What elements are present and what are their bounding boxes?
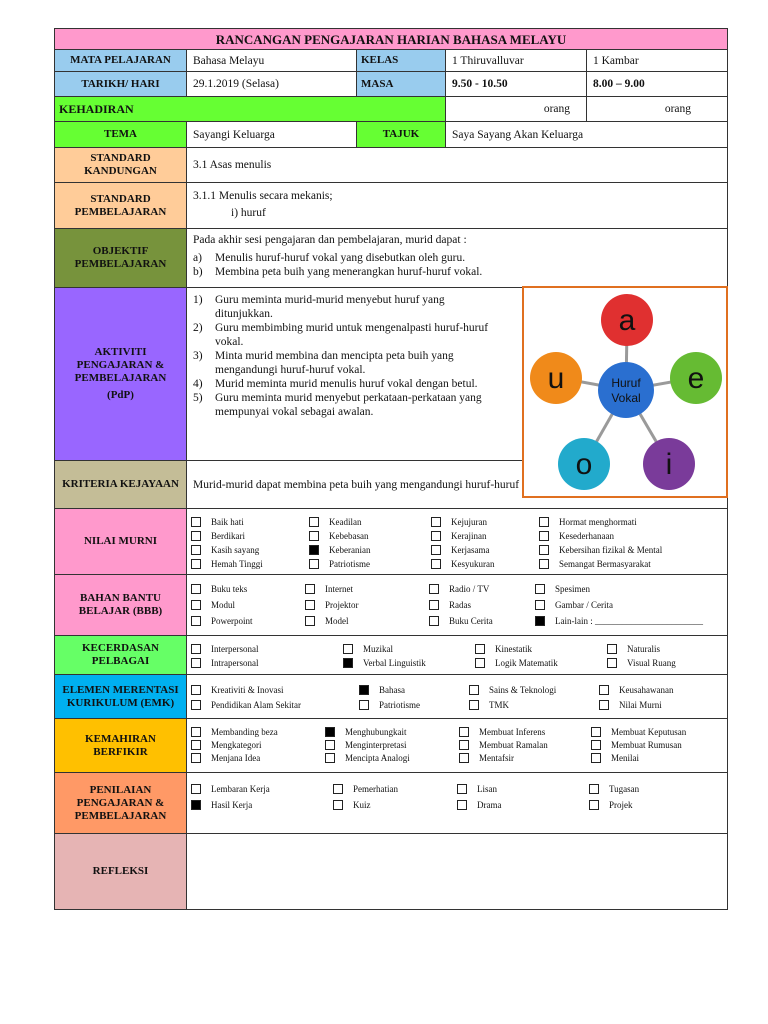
attendance-label: KEHADIRAN [54,96,446,122]
objektif-intro: Pada akhir sesi pengajaran dan pembelajaran, murid dapat : [193,234,467,246]
checkbox[interactable] [191,658,201,668]
bubble-letter-u: u [547,362,565,395]
nilai-option[interactable] [539,515,723,529]
checkbox[interactable] [309,531,319,541]
kecerdasan-label: KECERDASAN PELBAGAI [54,635,187,675]
option-label: Semangat Bermasyarakat [559,559,651,569]
option-label: Internet [325,584,353,594]
checkbox[interactable] [431,545,441,555]
time-label: MASA [356,71,446,97]
option-label: Keusahawanan [619,684,674,695]
option-label: Lembaran Kerja [211,784,270,794]
checkbox[interactable] [459,753,469,763]
aktiviti-item: 2) Guru membimbing murid untuk mengenalpasti huruf-huruf vokal. [193,322,489,348]
checkbox[interactable] [333,800,343,810]
bbb-option[interactable] [191,581,305,597]
checkbox[interactable] [191,644,201,654]
option-label: Visual Ruang [627,658,676,668]
kemahiran-option[interactable] [591,751,723,764]
nilai-option[interactable] [539,543,723,557]
option-label: Kejujuran [451,517,487,527]
refleksi-label: REFLEKSI [54,833,187,910]
option-label: Mencipta Analogi [345,752,410,763]
kemahiran-option[interactable] [591,738,723,751]
checkbox[interactable] [535,616,545,626]
checkbox[interactable] [539,559,549,569]
standard-pembelajaran-label: STANDARD PEMBELAJARAN [54,182,187,229]
option-label: Pemerhatian [353,784,398,794]
option-label: Mentafsir [479,752,514,763]
class-value-2: 1 Kambar [586,49,728,72]
checkbox[interactable] [607,658,617,668]
kemahiran-option[interactable] [325,751,459,764]
checkbox[interactable] [191,545,201,555]
checkbox[interactable] [191,616,201,626]
kecerdasan-option[interactable] [475,656,607,670]
option-label: Interpersonal [211,644,259,654]
date-value: 29.1.2019 (Selasa) [186,71,357,97]
bubble-letter-o: o [575,448,593,481]
checkbox[interactable] [469,685,479,695]
option-label: Radas [449,600,471,610]
option-label: Powerpoint [211,616,253,626]
objektif-label: OBJEKTIF PEMBELAJARAN [54,228,187,288]
bbb-label: BAHAN BANTU BELAJAR (BBB) [54,574,187,636]
penilaian-options [186,772,728,834]
kecerdasan-option[interactable] [607,656,723,670]
emk-options [186,674,728,719]
class-value-1: 1 Thiruvalluvar [445,49,587,72]
option-label: Hasil Kerja [211,800,253,810]
checkbox[interactable] [191,584,201,594]
option-label: Menginterpretasi [345,739,407,750]
refleksi-field[interactable] [186,833,728,910]
option-label: Model [325,616,349,626]
nilai-option[interactable] [431,529,539,543]
checkbox[interactable] [191,800,201,810]
bubble-map-svg [524,288,726,496]
option-label: Menilai [611,752,639,763]
option-label: Naturalis [627,644,660,654]
nilai-option[interactable] [431,543,539,557]
nilai-option[interactable] [191,557,309,571]
checkbox[interactable] [475,658,485,668]
checkbox[interactable] [191,600,201,610]
option-label: Intrapersonal [211,658,259,668]
checkbox[interactable] [539,517,549,527]
nilai-option[interactable] [539,557,723,571]
penilaian-option[interactable] [333,797,457,813]
subject-value: Bahasa Melayu [186,49,357,72]
penilaian-option[interactable] [589,797,723,813]
emk-option[interactable] [191,697,359,712]
checkbox[interactable] [309,559,319,569]
checkbox[interactable] [359,700,369,710]
option-label: Hemah Tinggi [211,559,263,569]
penilaian-option[interactable] [457,781,589,797]
option-label: Kerjasama [451,545,490,555]
aktiviti-item: 4) Murid meminta murid menulis huruf vokal dengan betul. [193,378,478,390]
checkbox[interactable] [599,700,609,710]
bbb-option[interactable] [191,613,305,629]
option-label: Projektor [325,600,359,610]
bbb-option[interactable] [535,613,723,629]
option-label: Menghubungkait [345,726,407,737]
checkbox[interactable] [191,740,201,750]
kemahiran-option[interactable] [325,738,459,751]
bubble-letter-a: a [618,304,636,337]
center-text-1: Huruf [611,376,641,390]
kriteria-label: KRITERIA KEJAYAAN [54,460,187,509]
option-label: Keberanian [329,545,371,555]
center-bubble [598,362,654,418]
time-value-2: 8.00 – 9.00 [586,71,728,97]
option-label: Buku Cerita [449,616,493,626]
aktiviti-label [54,287,187,461]
penilaian-option[interactable] [457,797,589,813]
option-label: Kinestatik [495,644,532,654]
option-label: Sains & Teknologi [489,684,557,695]
option-label: Patriotisme [329,559,370,569]
nilai-option[interactable] [309,515,431,529]
kecerdasan-option[interactable] [343,656,475,670]
checkbox[interactable] [429,584,439,594]
penilaian-option[interactable] [191,797,333,813]
nilai-option[interactable] [431,557,539,571]
checkbox[interactable] [599,685,609,695]
bubble-letter-e: e [687,362,705,395]
option-label: Berdikari [211,531,245,541]
option-label: Membuat Rumusan [611,739,682,750]
checkbox[interactable] [191,700,201,710]
aktiviti-label-pdp: (PdP) [107,389,134,401]
kemahiran-options [186,718,728,773]
kemahiran-option[interactable] [591,725,723,738]
kemahiran-option[interactable] [459,751,591,764]
option-label: Kasih sayang [211,545,260,555]
nilai-option[interactable] [309,543,431,557]
bbb-option[interactable] [535,581,723,597]
option-label: Kebersihan fizikal & Mental [559,545,663,555]
checkbox[interactable] [305,584,315,594]
checkbox[interactable] [305,616,315,626]
emk-option[interactable] [191,682,359,697]
option-label: TMK [489,699,509,710]
penilaian-label: PENILAIAN PENGAJARAN & PEMBELAJARAN [54,772,187,834]
option-label: Tugasan [609,784,640,794]
checkbox[interactable] [535,600,545,610]
checkbox[interactable] [191,753,201,763]
checkbox[interactable] [469,700,479,710]
bbb-option[interactable] [191,597,305,613]
checkbox[interactable] [191,685,201,695]
bbb-option[interactable] [535,597,723,613]
kecerdasan-option[interactable] [343,642,475,656]
standard-pembelajaran-value [186,182,728,229]
checkbox[interactable] [191,559,201,569]
sp-line-1: 3.1.1 Menulis secara mekanis; [193,190,333,202]
checkbox[interactable] [325,740,335,750]
vowel-bubble-map [522,286,728,498]
nilai-option[interactable] [191,543,309,557]
bbb-option[interactable] [429,581,535,597]
option-label: Kebebasan [329,531,369,541]
checkbox[interactable] [333,784,343,794]
checkbox[interactable] [589,784,599,794]
nilai-options [186,508,728,575]
sp-line-2: i) huruf [231,207,266,219]
checkbox[interactable] [535,584,545,594]
emk-option[interactable] [469,697,599,712]
checkbox[interactable] [431,559,441,569]
option-label: Membuat Ramalan [479,739,548,750]
option-label: Lain-lain : ________________________ [555,616,703,626]
option-label: Lisan [477,784,497,794]
aktiviti-label-text: AKTIVITI PENGAJARAN & PEMBELAJARAN [74,346,167,384]
checkbox[interactable] [539,545,549,555]
option-label: Nilai Murni [619,699,662,710]
nilai-label: NILAI MURNI [54,508,187,575]
nilai-option[interactable] [191,529,309,543]
checkbox[interactable] [539,531,549,541]
standard-kandungan-value: 3.1 Asas menulis [186,147,728,183]
emk-option[interactable] [469,682,599,697]
option-label: Modul [211,600,236,610]
checkbox[interactable] [457,784,467,794]
checkbox[interactable] [459,727,469,737]
checkbox[interactable] [591,727,601,737]
checkbox[interactable] [591,753,601,763]
kemahiran-option[interactable] [191,738,325,751]
checkbox[interactable] [459,740,469,750]
checkbox[interactable] [359,685,369,695]
date-label: TARIKH/ HARI [54,71,187,97]
nilai-option[interactable] [191,515,309,529]
option-label: Mengkategori [211,739,262,750]
option-label: Spesimen [555,584,590,594]
bbb-option[interactable] [429,597,535,613]
checkbox[interactable] [457,800,467,810]
kemahiran-option[interactable] [459,738,591,751]
checkbox[interactable] [343,658,353,668]
option-label: Verbal Linguistik [363,658,426,668]
kecerdasan-option[interactable] [191,642,343,656]
nilai-option[interactable] [539,529,723,543]
option-label: Menjana Idea [211,752,261,763]
option-label: Pendidikan Alam Sekitar [211,699,301,710]
option-label: Membuat Inferens [479,726,546,737]
option-label: Hormat menghormati [559,517,637,527]
kecerdasan-options [186,635,728,675]
bbb-options [186,574,728,636]
nilai-option[interactable] [309,557,431,571]
bbb-option[interactable] [305,581,429,597]
option-label: Muzikal [363,644,393,654]
option-label: Kreativiti & Inovasi [211,684,284,695]
penilaian-option[interactable] [333,781,457,797]
checkbox[interactable] [309,517,319,527]
kriteria-value: Murid-murid dapat membina peta buih yang mengandungi huruf-huruf [186,460,728,509]
checkbox[interactable] [191,531,201,541]
aktiviti-item: 3) Minta murid membina dan mencipta peta buih yang mengandungi huruf-huruf vokal. [193,350,454,376]
kecerdasan-option[interactable] [607,642,723,656]
option-label: Membuat Keputusan [611,726,687,737]
emk-option[interactable] [359,682,469,697]
emk-option[interactable] [599,697,723,712]
aktiviti-item: 1) Guru meminta murid-murid menyebut huruf yang ditunjukkan. [193,294,445,320]
emk-option[interactable] [599,682,723,697]
subject-label: MATA PELAJARAN [54,49,187,72]
option-label: Buku teks [211,584,248,594]
kemahiran-label: KEMAHIRAN BERFIKIR [54,718,187,773]
option-label: Kesederhanaan [559,531,614,541]
option-label: Logik Matematik [495,658,558,668]
kemahiran-option[interactable] [191,725,325,738]
option-label: Radio / TV [449,584,490,594]
center-text-2: Vokal [611,391,641,405]
kemahiran-option[interactable] [459,725,591,738]
emk-option[interactable] [359,697,469,712]
checkbox[interactable] [431,517,441,527]
kemahiran-option[interactable] [191,751,325,764]
checkbox[interactable] [191,517,201,527]
option-label: Patriotisme [379,699,420,710]
kecerdasan-option[interactable] [475,642,607,656]
topic-label: TAJUK [356,121,446,148]
option-label: Baik hati [211,517,244,527]
aktiviti-item: 5) Guru meminta murid menyebut perkataan-perkataan yang mempunyai vokal sebagai awalan. [193,392,482,418]
emk-label: ELEMEN MERENTASI KURIKULUM (EMK) [54,674,187,719]
option-label: Bahasa [379,684,405,695]
checkbox[interactable] [607,644,617,654]
checkbox[interactable] [429,616,439,626]
page-title: RANCANGAN PENGAJARAN HARIAN BAHASA MELAYU [54,28,728,50]
option-label: Projek [609,800,633,810]
checkbox[interactable] [429,600,439,610]
topic-value: Saya Sayang Akan Keluarga [445,121,728,148]
kemahiran-option[interactable] [325,725,459,738]
bubble-letter-i: i [665,448,673,481]
checkbox[interactable] [589,800,599,810]
time-value-1: 9.50 - 10.50 [445,71,587,97]
objektif-content [186,228,728,288]
bbb-option[interactable] [429,613,535,629]
attendance-value-1: orang [445,96,587,122]
option-label: Keadilan [329,517,362,527]
kecerdasan-option[interactable] [191,656,343,670]
bbb-option[interactable] [305,597,429,613]
checkbox[interactable] [475,644,485,654]
standard-kandungan-label: STANDARD KANDUNGAN [54,147,187,183]
nilai-option[interactable] [431,515,539,529]
penilaian-option[interactable] [191,781,333,797]
nilai-option[interactable] [309,529,431,543]
class-label: KELAS [356,49,446,72]
checkbox[interactable] [591,740,601,750]
theme-value: Sayangi Keluarga [186,121,357,148]
checkbox[interactable] [325,727,335,737]
attendance-value-2: orang [586,96,728,122]
option-label: Kesyukuran [451,559,495,569]
checkbox[interactable] [191,727,201,737]
checkbox[interactable] [309,545,319,555]
option-label: Kuiz [353,800,371,810]
checkbox[interactable] [343,644,353,654]
option-label: Membanding beza [211,726,278,737]
checkbox[interactable] [325,753,335,763]
objektif-item: a) Menulis huruf-huruf vokal yang disebutkan oleh guru. [193,252,466,264]
option-label: Gambar / Cerita [555,600,613,610]
checkbox[interactable] [305,600,315,610]
checkbox[interactable] [431,531,441,541]
option-label: Kerajinan [451,531,487,541]
option-label: Drama [477,800,502,810]
theme-label: TEMA [54,121,187,148]
penilaian-option[interactable] [589,781,723,797]
checkbox[interactable] [191,784,201,794]
objektif-item: b) Membina peta buih yang menerangkan huruf-huruf vokal. [193,266,483,278]
bbb-option[interactable] [305,613,429,629]
